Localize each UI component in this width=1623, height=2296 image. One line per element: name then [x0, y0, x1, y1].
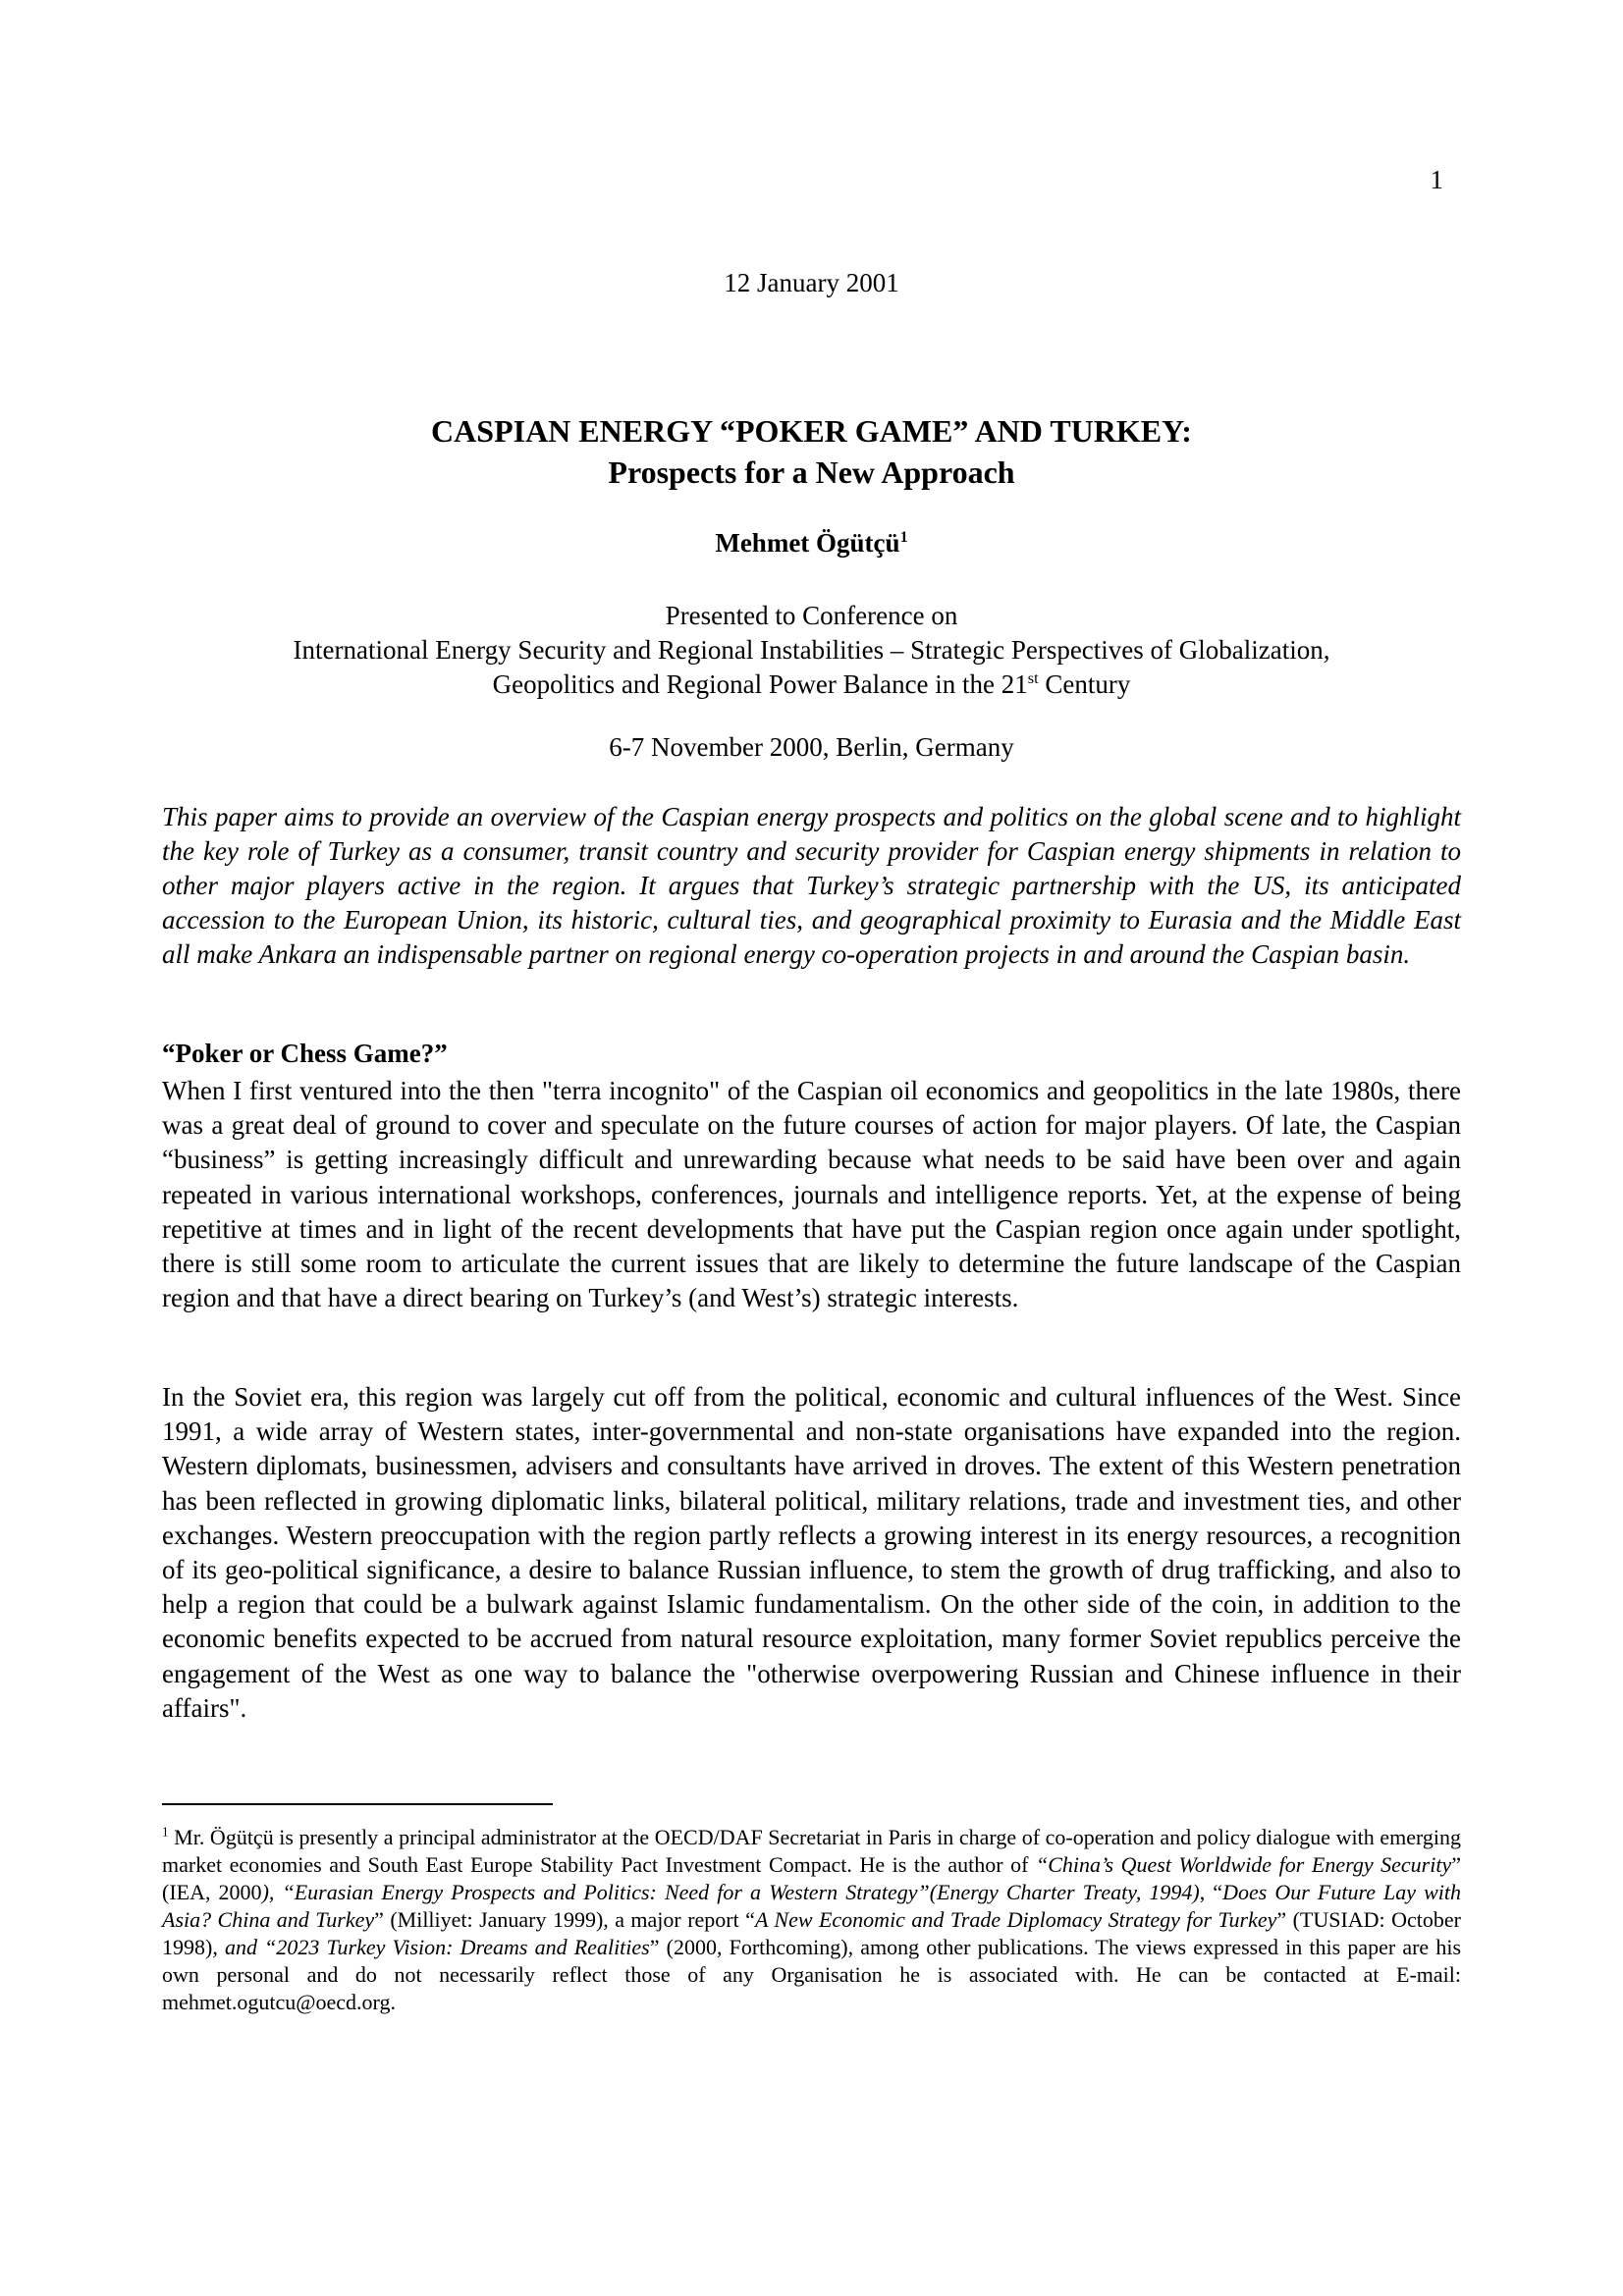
section-heading: “Poker or Chess Game?”: [162, 1039, 448, 1068]
author-name: Mehmet Ögütçü: [715, 528, 900, 558]
conference-info: [0, 599, 1623, 702]
conference-line-3: Geopolitics and Regional Power Balance in the 21st Century: [492, 669, 1131, 699]
author-footnote-mark: 1: [899, 528, 908, 546]
footnote-separator: [162, 1803, 553, 1805]
conference-line-2: International Energy Security and Regional Instabilities – Strategic Perspectives of Globalization,: [293, 635, 1330, 665]
body-paragraph-1: When I first ventured into the then "terra incognito" of the Caspian oil economics and geopolitics in the late 1980s, there was a great deal of ground to cover and speculate on the future courses of action for major players. Of late, the Caspian “business” is getting increasingly difficult and unrewarding because what needs to be said have been over and again repeated in various international workshops, conferences, journals and intelligence reports. Yet, at the expense of being repetitive at times and in light of the recent developments that have put the Caspian region once again under spotlight, there is still some room to articulate the current issues that are likely to determine the future landscape of the Caspian region and that have a direct bearing on Turkey’s (and West’s) strategic interests.: [162, 1076, 1461, 1313]
footnote: $^1$ Mr. Ögütçü is presently a principal administrator at the OECD/DAF Secretariat in Paris in charge of co-operation and policy dialogue with emerging market economies and South East Europe Stability Pact Investment Compact. He is the author of “China’s Quest Worldwide for Energy Security” (IEA, 2000), “Eurasian Energy Prospects and Politics: Need for a Western Strategy”(Energy Charter Treaty, 1994), “Does Our Future Lay with Asia? China and Turkey” (Milliyet: January 1999), a major report “A New Economic and Trade Diplomacy Strategy for Turkey” (TUSIAD: October 1998), and “2023 Turkey Vision: Dreams and Realities” (2000, Forthcoming), among other publications. The views expressed in this paper are his own personal and do not necessarily reflect those of any Organisation he is associated with. He can be contacted at E-mail: mehmet.ogutcu@oecd.org.: [162, 1824, 1462, 2014]
body-paragraph-2: In the Soviet era, this region was largely cut off from the political, economic and cultural influences of the West. Since 1991, a wide array of Western states, inter-governmental and non-state organisations have expanded into the region. Western diplomats, businessmen, advisers and consultants have arrived in droves. The extent of this Western penetration has been reflected in growing diplomatic links, bilateral political, military relations, trade and investment ties, and other exchanges. Western preoccupation with the region partly reflects a growing interest in its energy resources, a recognition of its geo-political significance, a desire to balance Russian influence, to stem the growth of drug trafficking, and also to help a region that could be a bulwark against Islamic fundamentalism. On the other side of the coin, in addition to the economic benefits expected to be accrued from natural resource exploitation, many former Soviet republics perceive the engagement of the West as one way to balance the "otherwise overpowering Russian and Chinese influence in their affairs".: [162, 1382, 1461, 1723]
paper-title: [0, 410, 1623, 493]
conference-line-1: Presented to Conference on: [665, 601, 958, 630]
footnote-mark: 1: [162, 1824, 169, 1840]
title-line-1: CASPIAN ENERGY “POKER GAME” AND TURKEY:: [431, 413, 1192, 449]
title-line-2: Prospects for a New Approach: [608, 454, 1015, 490]
author-line: [0, 528, 1623, 559]
conference-dates: 6-7 November 2000, Berlin, Germany: [609, 732, 1014, 762]
page-number: 1: [1430, 165, 1443, 194]
abstract: This paper aims to provide an overview of the Caspian energy prospects and politics on the global scene and to highlight the key role of Turkey as a consumer, transit country and security provider for Caspian energy shipments in relation to other major players active in the region. It argues that Turkey’s strategic partnership with the US, its anticipated accession to the European Union, its historic, cultural ties, and geographical proximity to Eurasia and the Middle East all make Ankara an indispensable partner on regional energy co-operation projects in and around the Caspian basin.: [162, 802, 1461, 969]
document-date: 12 January 2001: [724, 268, 899, 297]
